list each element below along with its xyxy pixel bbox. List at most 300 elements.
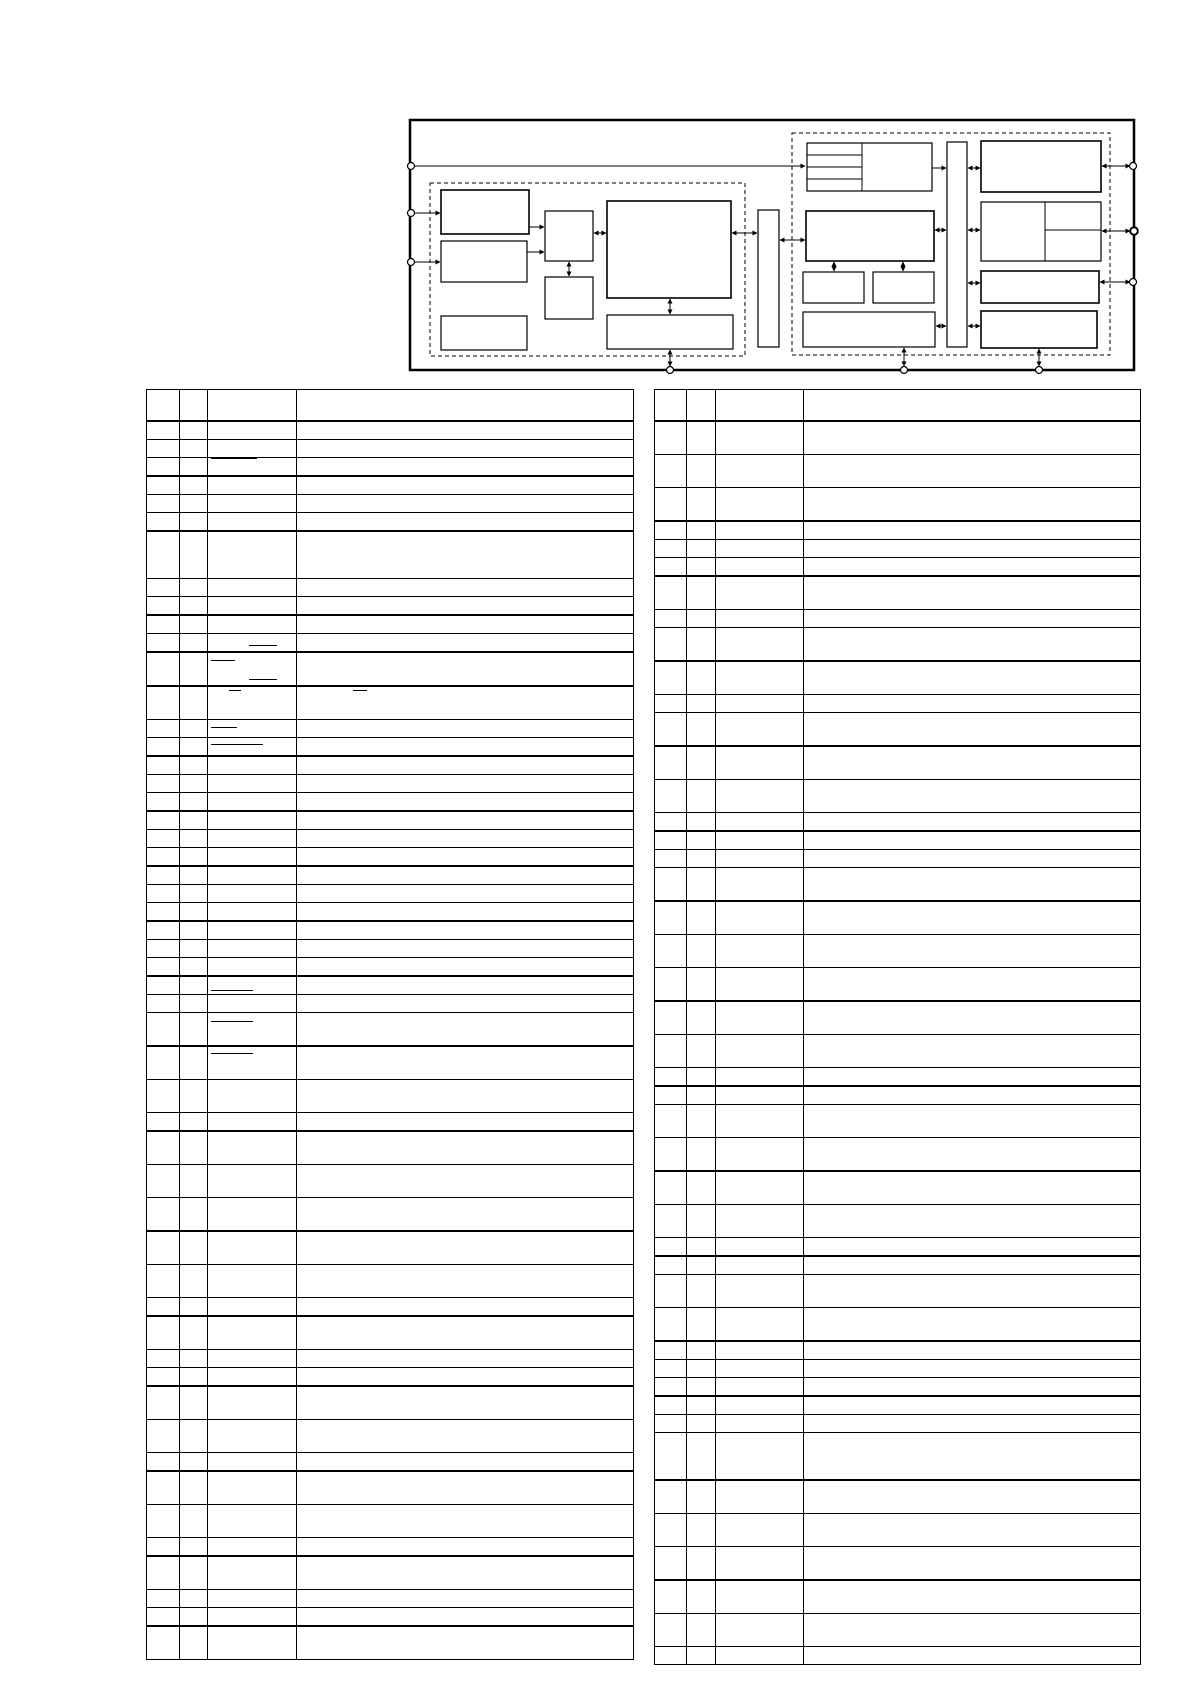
signal-name-cell: [208, 1298, 297, 1317]
description-cell: [297, 686, 634, 720]
signal-name-cell: [716, 1001, 804, 1035]
io-cell: [180, 513, 208, 532]
io-cell: [180, 1350, 208, 1368]
pin-number-cell: [655, 1647, 687, 1665]
description-cell: [297, 811, 634, 830]
table-row: [147, 495, 634, 513]
signal-name-cell: [208, 440, 297, 458]
io-cell: [687, 901, 716, 935]
signal-name-cell: [716, 901, 804, 935]
description-cell: [297, 1298, 634, 1317]
io-cell: [180, 1505, 208, 1538]
io-cell: [687, 1647, 716, 1665]
table-row: [655, 1433, 1141, 1481]
table-row: [147, 1198, 634, 1232]
io-cell: [180, 421, 208, 440]
description-cell: [297, 1080, 634, 1113]
signal-name-cell: [208, 597, 297, 616]
io-cell: [180, 579, 208, 597]
signal-name-cell: [716, 1433, 804, 1481]
pin-number-cell: [147, 1386, 180, 1420]
io-cell: [180, 921, 208, 940]
signal-name-cell: [208, 958, 297, 977]
signal-name-cell: [716, 1514, 804, 1547]
table-row: [147, 738, 634, 757]
pin-bottom-1: [667, 367, 674, 374]
signal-name-cell: [716, 421, 804, 455]
table-row: [655, 628, 1141, 662]
signal-name-cell: [716, 1647, 804, 1665]
signal-name-cell: [208, 1608, 297, 1627]
description-cell: [804, 968, 1141, 1002]
io-cell: [180, 1113, 208, 1132]
description-cell: [804, 695, 1141, 713]
io-cell: [687, 968, 716, 1002]
signal-name-cell: [716, 1138, 804, 1172]
description-cell: [297, 1505, 634, 1538]
signal-name-cell: [208, 1231, 297, 1265]
signal-name-cell: [208, 921, 297, 940]
pin-number-cell: [655, 455, 687, 488]
pin-number-cell: [147, 1420, 180, 1453]
description-cell: [297, 440, 634, 458]
table-row: [147, 775, 634, 793]
signal-name-cell: [208, 720, 297, 738]
description-cell: [297, 476, 634, 495]
io-cell: [180, 390, 208, 422]
block-a: [441, 190, 529, 234]
description-cell: [297, 531, 634, 579]
io-cell: [180, 830, 208, 848]
io-cell: [180, 756, 208, 775]
io-cell: [687, 1086, 716, 1105]
pin-number-cell: [147, 421, 180, 440]
io-cell: [687, 695, 716, 713]
io-cell: [180, 1298, 208, 1317]
overline-mark: [211, 1053, 253, 1054]
signal-name-cell: [208, 976, 297, 995]
table-row: [655, 488, 1141, 522]
table-row: [147, 686, 634, 720]
io-cell: [180, 1626, 208, 1660]
description-cell: [804, 1068, 1141, 1087]
signal-name-cell: [208, 458, 297, 477]
signal-name-cell: [208, 1386, 297, 1420]
description-cell: [804, 558, 1141, 577]
table-row: [147, 652, 634, 686]
signal-name-cell: [716, 1105, 804, 1138]
io-cell: [180, 976, 208, 995]
table-row: [147, 866, 634, 885]
table-row: [147, 1046, 634, 1080]
io-cell: [687, 1275, 716, 1308]
block-i: [873, 272, 934, 303]
io-cell: [180, 1080, 208, 1113]
overline-mark: [353, 690, 367, 691]
io-cell: [687, 1614, 716, 1647]
description-cell: [297, 1198, 634, 1232]
pin-number-cell: [655, 661, 687, 695]
pin-number-cell: [655, 1396, 687, 1415]
description-cell: [804, 1105, 1141, 1138]
table-row: [147, 458, 634, 477]
description-cell: [804, 1138, 1141, 1172]
pin-number-cell: [147, 1505, 180, 1538]
io-cell: [180, 885, 208, 903]
pin-number-cell: [655, 1547, 687, 1581]
signal-name-cell: [716, 576, 804, 610]
pin-number-cell: [655, 390, 687, 422]
description-cell: [804, 390, 1141, 422]
bus-left: [758, 210, 779, 347]
description-cell: [804, 421, 1141, 455]
description-cell: [297, 1265, 634, 1298]
signal-name-cell: [208, 1626, 297, 1660]
pin-number-cell: [655, 850, 687, 868]
pin-right-3: [1130, 279, 1137, 286]
signal-name-cell: [208, 775, 297, 793]
pin-number-cell: [147, 940, 180, 958]
block-j: [803, 312, 935, 347]
io-cell: [687, 610, 716, 628]
description-cell: [297, 866, 634, 885]
pin-number-cell: [655, 628, 687, 662]
signal-name-cell: [716, 1396, 804, 1415]
pin-number-cell: [147, 921, 180, 940]
signal-name-cell: [716, 1614, 804, 1647]
table-row: [655, 1341, 1141, 1360]
table-row: [147, 830, 634, 848]
pin-number-cell: [147, 686, 180, 720]
table-row: [655, 540, 1141, 558]
table-row: [147, 1113, 634, 1132]
io-cell: [687, 1580, 716, 1614]
pin-number-cell: [655, 1433, 687, 1481]
io-cell: [687, 1256, 716, 1275]
pin-number-cell: [147, 976, 180, 995]
table-row: [655, 558, 1141, 577]
table-row: [147, 1590, 634, 1608]
block-n: [981, 311, 1097, 348]
pin-number-cell: [655, 831, 687, 850]
signal-name-cell: [208, 940, 297, 958]
pin-number-cell: [147, 885, 180, 903]
io-cell: [180, 1013, 208, 1047]
block-e: [545, 277, 593, 319]
pin-number-cell: [147, 995, 180, 1013]
pin-right-2: [1130, 227, 1138, 235]
pin-number-cell: [655, 1105, 687, 1138]
signal-name-cell: [208, 1420, 297, 1453]
pin-number-cell: [147, 1453, 180, 1472]
block-diagram: [0, 0, 1190, 380]
pin-number-cell: [147, 1113, 180, 1132]
signal-name-cell: [716, 390, 804, 422]
description-cell: [297, 1368, 634, 1387]
description-cell: [804, 1614, 1141, 1647]
right-dashed-group: [792, 133, 1110, 355]
description-cell: [297, 458, 634, 477]
pin-number-cell: [147, 1165, 180, 1198]
description-cell: [297, 756, 634, 775]
signal-name-cell: [716, 1360, 804, 1378]
description-cell: [804, 1433, 1141, 1481]
pin-number-cell: [655, 713, 687, 747]
signal-name-cell: [716, 1415, 804, 1433]
pin-number-cell: [147, 1316, 180, 1350]
io-cell: [687, 661, 716, 695]
description-cell: [297, 1165, 634, 1198]
signal-name-cell: [208, 1165, 297, 1198]
pin-number-cell: [655, 1415, 687, 1433]
description-cell: [804, 1171, 1141, 1205]
table-row: [147, 995, 634, 1013]
pin-number-cell: [655, 1378, 687, 1397]
table-row: [147, 811, 634, 830]
table-row: [655, 901, 1141, 935]
io-cell: [180, 1386, 208, 1420]
description-cell: [804, 813, 1141, 832]
pin-number-cell: [147, 1046, 180, 1080]
block-k: [981, 141, 1101, 192]
block-b: [441, 241, 527, 282]
io-cell: [180, 440, 208, 458]
pin-number-cell: [655, 695, 687, 713]
io-cell: [687, 1396, 716, 1415]
pin-number-cell: [147, 1590, 180, 1608]
block-g: [806, 211, 934, 261]
table-row: [147, 1013, 634, 1047]
table-row: [655, 1205, 1141, 1238]
overline-mark: [229, 690, 241, 691]
signal-name-cell: [208, 495, 297, 513]
signal-name-cell: [208, 1131, 297, 1165]
pin-number-cell: [655, 968, 687, 1002]
signal-name-cell: [716, 1341, 804, 1360]
description-cell: [297, 921, 634, 940]
table-row: [147, 1231, 634, 1265]
table-row: [147, 1420, 634, 1453]
pin-left-2: [408, 210, 415, 217]
pin-number-cell: [655, 1238, 687, 1257]
left-dashed-group: [430, 183, 745, 356]
pin-number-cell: [147, 495, 180, 513]
table-row: [147, 793, 634, 812]
description-cell: [804, 1360, 1141, 1378]
signal-name-cell: [716, 1256, 804, 1275]
signal-name-cell: [208, 476, 297, 495]
io-cell: [687, 540, 716, 558]
table-row: [655, 1360, 1141, 1378]
description-cell: [804, 455, 1141, 488]
io-cell: [687, 488, 716, 522]
pin-number-cell: [655, 1171, 687, 1205]
table-row: [147, 634, 634, 653]
pin-number-cell: [655, 1138, 687, 1172]
overline-mark: [211, 727, 237, 728]
io-cell: [180, 1046, 208, 1080]
io-cell: [180, 531, 208, 579]
description-cell: [297, 738, 634, 757]
table-row: [655, 1035, 1141, 1068]
description-cell: [297, 995, 634, 1013]
table-row: [655, 1378, 1141, 1397]
description-cell: [297, 579, 634, 597]
pin-number-cell: [147, 793, 180, 812]
pin-number-cell: [147, 738, 180, 757]
description-cell: [297, 903, 634, 922]
io-cell: [687, 1001, 716, 1035]
table-row: [147, 1368, 634, 1387]
pin-number-cell: [147, 531, 180, 579]
description-cell: [804, 1647, 1141, 1665]
description-cell: [297, 421, 634, 440]
pin-number-cell: [147, 1298, 180, 1317]
pin-right-1: [1130, 163, 1137, 170]
pin-number-cell: [655, 488, 687, 522]
pin-number-cell: [655, 1256, 687, 1275]
table-row: [655, 1105, 1141, 1138]
pin-number-cell: [147, 1608, 180, 1627]
description-cell: [297, 1013, 634, 1047]
pin-number-cell: [147, 1538, 180, 1557]
description-cell: [804, 521, 1141, 540]
table-row: [147, 1626, 634, 1660]
description-cell: [297, 1316, 634, 1350]
io-cell: [180, 720, 208, 738]
pin-number-cell: [655, 813, 687, 832]
pin-number-cell: [147, 1080, 180, 1113]
description-cell: [804, 576, 1141, 610]
io-cell: [180, 1453, 208, 1472]
signal-name-cell: [716, 813, 804, 832]
description-cell: [804, 1086, 1141, 1105]
signal-name-cell: [208, 1505, 297, 1538]
io-cell: [180, 458, 208, 477]
io-cell: [180, 1265, 208, 1298]
io-cell: [180, 1538, 208, 1557]
io-cell: [180, 1556, 208, 1590]
signal-name-cell: [716, 1580, 804, 1614]
table-row: [655, 1138, 1141, 1172]
description-cell: [297, 1590, 634, 1608]
pin-number-cell: [147, 1471, 180, 1505]
io-cell: [180, 1165, 208, 1198]
io-cell: [687, 558, 716, 577]
pin-number-cell: [147, 1231, 180, 1265]
io-cell: [180, 958, 208, 977]
signal-name-cell: [716, 628, 804, 662]
io-cell: [180, 1420, 208, 1453]
pin-number-cell: [147, 440, 180, 458]
description-cell: [297, 848, 634, 867]
description-cell: [297, 1350, 634, 1368]
description-cell: [297, 1386, 634, 1420]
signal-name-cell: [208, 995, 297, 1013]
table-row: [147, 615, 634, 634]
signal-name-cell: [208, 531, 297, 579]
table-row: [147, 1131, 634, 1165]
description-cell: [804, 1480, 1141, 1514]
table-row: [147, 958, 634, 977]
pin-number-cell: [655, 935, 687, 968]
signal-name-cell: [208, 903, 297, 922]
pin-number-cell: [655, 780, 687, 813]
signal-name-cell: [208, 848, 297, 867]
io-cell: [180, 995, 208, 1013]
signal-name-cell: [716, 1035, 804, 1068]
table-row: [147, 921, 634, 940]
description-cell: [804, 1514, 1141, 1547]
pin-number-cell: [147, 1013, 180, 1047]
table-row: [147, 885, 634, 903]
pin-number-cell: [655, 521, 687, 540]
pin-table-left: [146, 389, 634, 1660]
description-cell: [804, 850, 1141, 868]
table-row: [147, 1386, 634, 1420]
table-row: [147, 720, 634, 738]
description-cell: [297, 1556, 634, 1590]
signal-name-cell: [208, 1080, 297, 1113]
table-row: [147, 531, 634, 579]
io-cell: [180, 866, 208, 885]
ic-outline: [410, 120, 1134, 370]
description-cell: [297, 390, 634, 422]
signal-name-cell: [716, 831, 804, 850]
description-cell: [804, 713, 1141, 747]
signal-name-cell: [716, 1480, 804, 1514]
pin-number-cell: [655, 1514, 687, 1547]
io-cell: [180, 940, 208, 958]
signal-name-cell: [716, 1238, 804, 1257]
pin-number-cell: [655, 1614, 687, 1647]
pin-number-cell: [147, 811, 180, 830]
description-cell: [804, 488, 1141, 522]
io-cell: [180, 1608, 208, 1627]
table-row: [147, 440, 634, 458]
description-cell: [297, 1113, 634, 1132]
table-row: [147, 1316, 634, 1350]
signal-name-cell: [716, 661, 804, 695]
table-row: [655, 1614, 1141, 1647]
pin-number-cell: [147, 903, 180, 922]
table-row: [655, 1647, 1141, 1665]
description-cell: [297, 1231, 634, 1265]
pin-number-cell: [655, 1341, 687, 1360]
io-cell: [687, 831, 716, 850]
table-row: [655, 1068, 1141, 1087]
description-cell: [804, 901, 1141, 935]
pin-number-cell: [655, 540, 687, 558]
pin-bottom-3: [1036, 367, 1043, 374]
io-cell: [687, 868, 716, 902]
signal-name-cell: [208, 1198, 297, 1232]
description-cell: [297, 940, 634, 958]
io-cell: [180, 775, 208, 793]
io-cell: [687, 1547, 716, 1581]
signal-name-cell: [716, 521, 804, 540]
description-cell: [804, 780, 1141, 813]
pin-number-cell: [147, 615, 180, 634]
pin-number-cell: [147, 634, 180, 653]
pin-number-cell: [147, 1368, 180, 1387]
pin-table-right: [654, 389, 1141, 1665]
description-cell: [804, 1035, 1141, 1068]
io-cell: [687, 1514, 716, 1547]
signal-name-cell: [208, 866, 297, 885]
table-row: [655, 610, 1141, 628]
io-cell: [687, 713, 716, 747]
